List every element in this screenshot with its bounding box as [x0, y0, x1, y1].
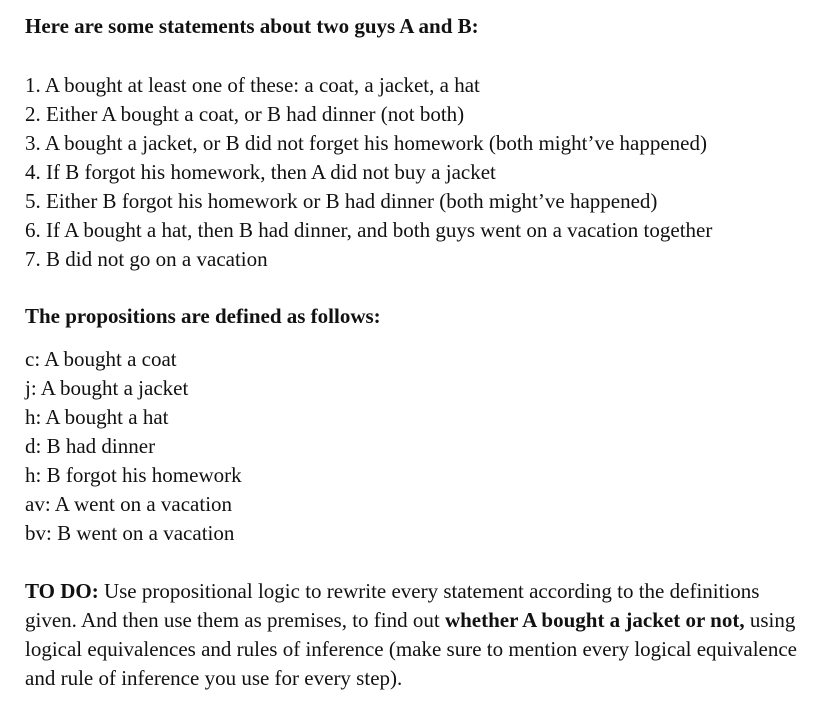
- statement-item: 1. A bought at least one of these: a coat, a jacket, a hat: [25, 73, 480, 97]
- statement-item: 4. If B forgot his homework, then A did not buy a jacket: [25, 160, 496, 184]
- todo-label: TO DO:: [25, 579, 99, 603]
- definition-item: c: A bought a coat: [25, 347, 177, 371]
- definition-item: d: B had dinner: [25, 434, 156, 458]
- statement-item: 5. Either B forgot his homework or B had dinner (both might’ve happened): [25, 189, 658, 213]
- statements-heading: Here are some statements about two guys A and B:: [25, 14, 479, 38]
- statement-item: 7. B did not go on a vacation: [25, 247, 268, 271]
- definition-item: j: A bought a jacket: [25, 376, 189, 400]
- statement-item: 6. If A bought a hat, then B had dinner, and both guys went on a vacation together: [25, 218, 713, 242]
- todo-paragraph: [25, 577, 805, 693]
- statement-item: 2. Either A bought a coat, or B had dinner (not both): [25, 102, 465, 126]
- definitions-heading: The propositions are defined as follows:: [25, 304, 381, 328]
- definition-item: h: A bought a hat: [25, 405, 169, 429]
- definition-item: h: B forgot his homework: [25, 463, 242, 487]
- todo-text-part-2: using logical equivalences and rules of inference (make sure to mention every logical equivalence and rule of inference you use for every step).: [25, 608, 797, 690]
- definitions-list: [25, 345, 242, 548]
- statement-item: 3. A bought a jacket, or B did not forget his homework (both might’ve happened): [25, 131, 707, 155]
- todo-text-part-1: Use propositional logic to rewrite every statement according to the definitions given. And then use them as premises, to find out: [25, 579, 760, 632]
- statements-list: [25, 71, 712, 274]
- definition-item: bv: B went on a vacation: [25, 521, 235, 545]
- todo-emphasis: whether A bought a jacket or not,: [444, 608, 745, 632]
- definition-item: av: A went on a vacation: [25, 492, 233, 516]
